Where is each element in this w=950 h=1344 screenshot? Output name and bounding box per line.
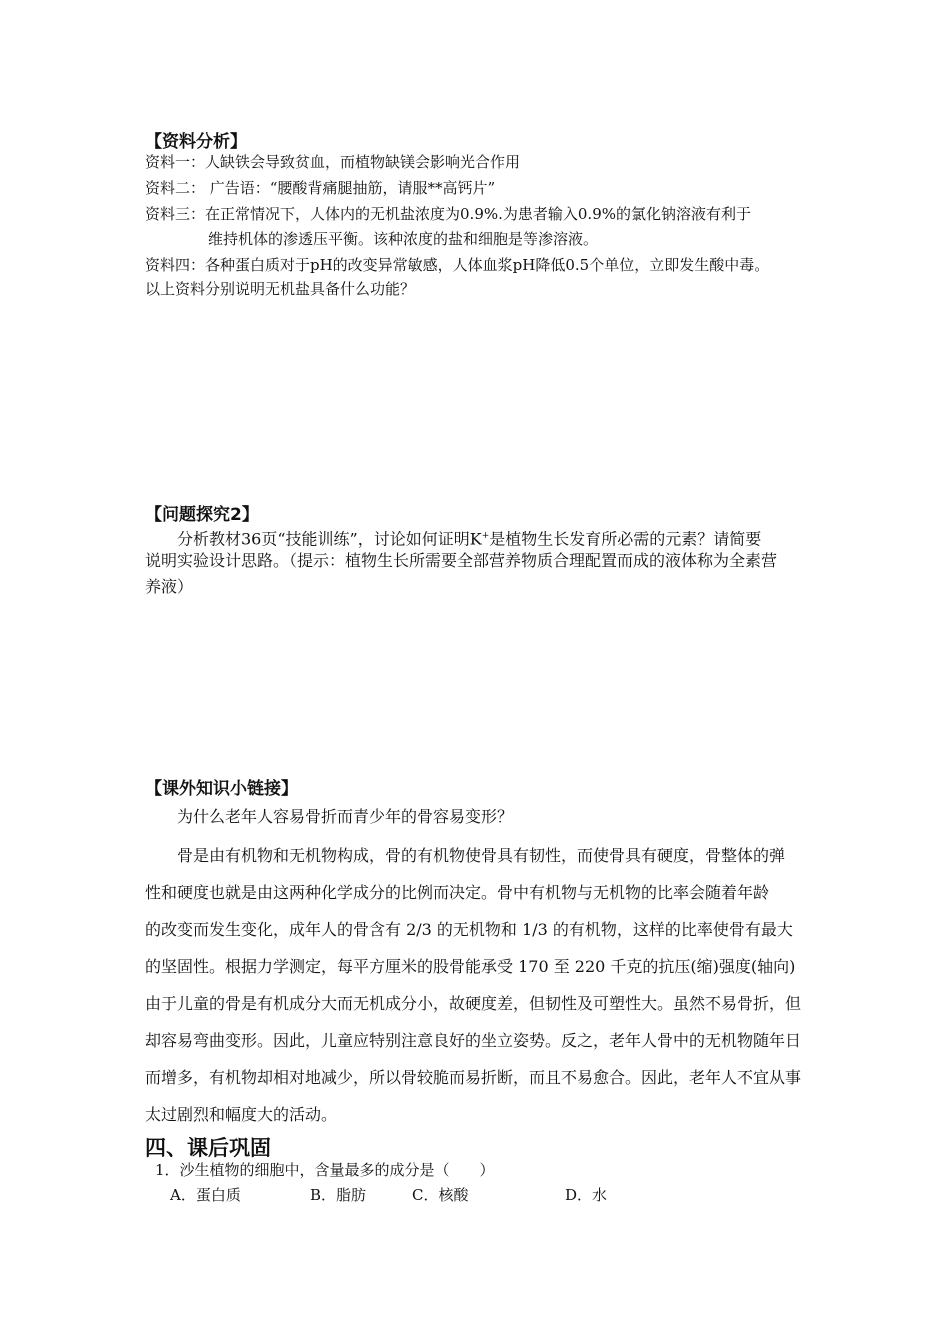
review-question-1: 1．沙生植物的细胞中，含量最多的成分是（ ）: [155, 1161, 495, 1179]
analysis-item-3: 资料三：在正常情况下，人体内的无机盐浓度为0.9%.为患者输入0.9%的氯化钠溶液有利于: [145, 205, 751, 223]
review-heading: 四、课后巩固: [145, 1136, 271, 1160]
option-b: B．脂肪: [310, 1186, 367, 1204]
analysis-heading: 【资料分析】: [145, 132, 247, 152]
question2-line-3: 养液）: [145, 577, 194, 596]
link-line: 由于儿童的骨是有机成分大而无机成分小，故硬度差，但韧性及可塑性大。虽然不易骨折，但: [145, 994, 802, 1013]
link-line: 而增多，有机物却相对地减少，所以骨较脆而易折断，而且不易愈合。因此，老年人不宜从事: [145, 1068, 802, 1087]
analysis-item-1: 资料一：人缺铁会导致贫血，而植物缺镁会影响光合作用: [145, 153, 521, 171]
analysis-item-3-cont: 维持机体的渗透压平衡。该种浓度的盐和细胞是等渗溶液。: [208, 230, 599, 248]
link-line: 性和硬度也就是由这两种化学成分的比例而决定。骨中有机物与无机物的比率会随着年龄: [145, 883, 770, 902]
question2-line-2: 说明实验设计思路。（提示：植物生长所需要全部营养物质合理配置而成的液体称为全素营: [145, 551, 778, 570]
link-line: 的改变而发生变化，成年人的骨含有 2/3 的无机物和 1/3 的有机物，这样的比率使骨有最大: [145, 920, 793, 939]
link-heading: 【课外知识小链接】: [145, 779, 298, 799]
option-c: C．核酸: [412, 1186, 469, 1204]
option-a: A．蛋白质: [170, 1186, 241, 1204]
analysis-item-2: 资料二： 广告语：“腰酸背痛腿抽筋，请服**高钙片”: [145, 179, 496, 197]
analysis-item-4: 资料四：各种蛋白质对于pH的改变异常敏感，人体血浆pH降低0.5个单位，立即发生酸中毒。: [145, 256, 770, 274]
question2-line-1: 分析教材36页“技能训练”，讨论如何证明K+是植物生长发育所必需的元素？请简要: [177, 529, 762, 549]
question2-heading: 【问题探究2】: [145, 505, 259, 525]
option-d: D．水: [565, 1186, 608, 1204]
link-line: 骨是由有机物和无机物构成，骨的有机物使骨具有韧性，而使骨具有硬度，骨整体的弹: [177, 846, 786, 865]
link-line: 却容易弯曲变形。因此，儿童应特别注意良好的坐立姿势。反之，老年人骨中的无机物随年日: [145, 1031, 802, 1050]
link-question: 为什么老年人容易骨折而青少年的骨容易变形？: [177, 807, 514, 826]
link-line: 太过剧烈和幅度大的活动。: [145, 1105, 338, 1124]
link-line: 的坚固性。根据力学测定，每平方厘米的股骨能承受 170 至 220 千克的抗压(缩)强度(轴向): [145, 957, 796, 976]
analysis-question: 以上资料分别说明无机盐具备什么功能？: [145, 280, 416, 298]
